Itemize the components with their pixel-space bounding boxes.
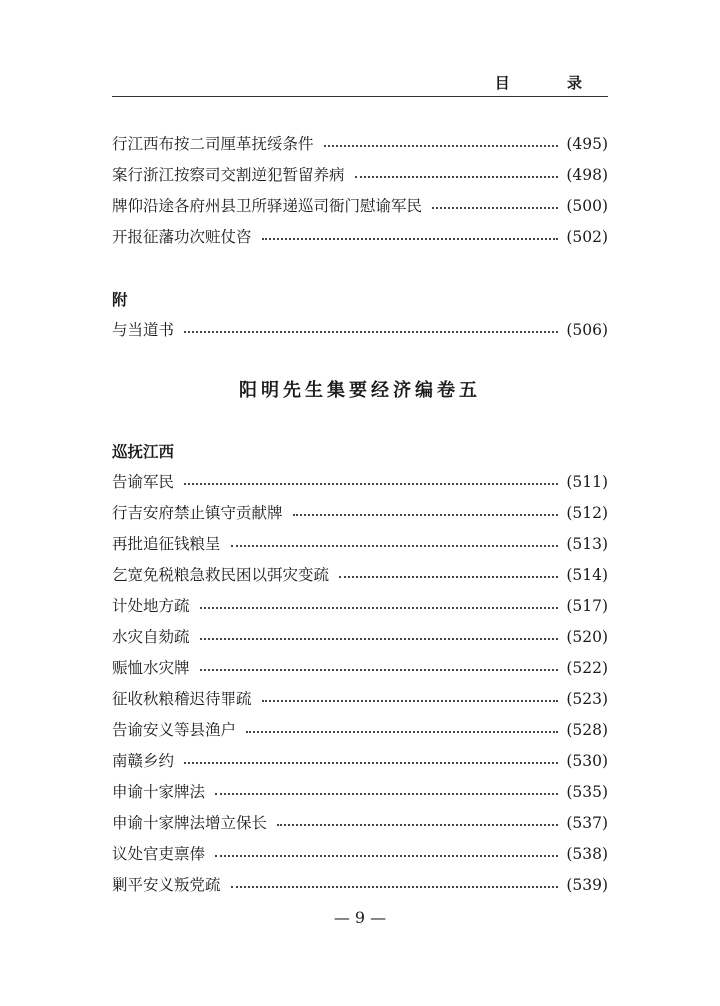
toc-entry[interactable]: [112, 625, 608, 649]
dot-leader: [184, 483, 558, 485]
toc-entry[interactable]: [112, 318, 608, 342]
toc-entry-page: (513): [566, 535, 608, 553]
dot-leader: [200, 607, 559, 609]
toc-entry[interactable]: [112, 470, 608, 494]
toc-entry-title: 计处地方疏: [112, 597, 190, 615]
toc-entry[interactable]: [112, 225, 608, 249]
toc-entry-title: 再批追征钱粮呈: [112, 535, 221, 553]
toc-entry[interactable]: [112, 811, 608, 835]
toc-entry-title: 与当道书: [112, 321, 175, 339]
toc-entry-page: (538): [566, 845, 608, 863]
dot-leader: [277, 824, 558, 826]
toc-entry[interactable]: [112, 194, 608, 218]
toc-entry-title: 开报征藩功次赃仗咨: [112, 228, 252, 246]
toc-entry-title: 案行浙江按察司交割逆犯暂留养病: [112, 166, 345, 184]
dot-leader: [246, 731, 558, 733]
toc-entry[interactable]: [112, 501, 608, 525]
dot-leader: [324, 145, 559, 147]
toc-entry-title: 剿平安义叛党疏: [112, 876, 221, 894]
toc-entry-page: (506): [566, 321, 608, 339]
dot-leader: [339, 576, 558, 578]
toc-entry-page: (520): [566, 628, 608, 646]
toc-entry[interactable]: [112, 563, 608, 587]
running-header-title: 目 录: [494, 74, 608, 92]
toc-entry-title: 行江西布按二司厘革抚绥条件: [112, 135, 314, 153]
toc-entry-title: 水灾自劾疏: [112, 628, 190, 646]
toc-entry-page: (512): [566, 504, 608, 522]
dot-leader: [262, 700, 559, 702]
toc-entry[interactable]: [112, 687, 608, 711]
toc-entry[interactable]: [112, 873, 608, 897]
toc-entry[interactable]: [112, 842, 608, 866]
toc-entry-title: 乞宽免税粮急救民困以弭灾变疏: [112, 566, 330, 584]
toc-entry-page: (522): [566, 659, 608, 677]
section-heading: 巡抚江西: [112, 442, 175, 461]
dot-leader: [231, 545, 559, 547]
toc-entry-title: 告谕安义等县渔户: [112, 721, 237, 739]
dot-leader: [200, 638, 559, 640]
toc-entry-page: (523): [566, 690, 608, 708]
toc-entry-page: (517): [566, 597, 608, 615]
dot-leader: [293, 514, 559, 516]
dot-leader: [184, 331, 558, 333]
toc-entry-title: 征收秋粮稽迟待罪疏: [112, 690, 252, 708]
dot-leader: [432, 207, 558, 209]
toc-entry-page: (530): [566, 752, 608, 770]
toc-entry-page: (514): [566, 566, 608, 584]
toc-entry-title: 南赣乡约: [112, 752, 175, 770]
toc-entry-page: (500): [566, 197, 608, 215]
toc-entry-page: (495): [566, 135, 608, 153]
toc-entry-title: 行吉安府禁止镇守贡献牌: [112, 504, 283, 522]
toc-entry-page: (511): [566, 473, 608, 491]
toc-entry-title: 牌仰沿途各府州县卫所驿递巡司衙门慰谕军民: [112, 197, 423, 215]
toc-entry[interactable]: [112, 594, 608, 618]
volume-title: 阳明先生集要经济编卷五: [239, 380, 481, 401]
toc-entry-title: 告谕军民: [112, 473, 175, 491]
dot-leader: [215, 855, 558, 857]
toc-entry-title: 申谕十家牌法: [112, 783, 206, 801]
toc-entry[interactable]: [112, 532, 608, 556]
toc-entry-title: 议处官吏禀俸: [112, 845, 206, 863]
toc-entry[interactable]: [112, 749, 608, 773]
toc-entry-title: 赈恤水灾牌: [112, 659, 190, 677]
appendix-heading: 附: [112, 290, 128, 309]
toc-entry[interactable]: [112, 718, 608, 742]
dot-leader: [355, 176, 559, 178]
dot-leader: [215, 793, 558, 795]
dot-leader: [184, 762, 558, 764]
toc-entry-page: (537): [566, 814, 608, 832]
toc-entry-page: (498): [566, 166, 608, 184]
toc-entry[interactable]: [112, 132, 608, 156]
toc-entry-page: (535): [566, 783, 608, 801]
dot-leader: [262, 238, 559, 240]
toc-entry-page: (528): [566, 721, 608, 739]
toc-entry[interactable]: [112, 163, 608, 187]
toc-entry[interactable]: [112, 780, 608, 804]
toc-entry-title: 申谕十家牌法增立保长: [112, 814, 268, 832]
dot-leader: [200, 669, 559, 671]
page-number: — 9 —: [333, 908, 387, 927]
toc-entry-page: (502): [566, 228, 608, 246]
toc-entry-page: (539): [566, 876, 608, 894]
dot-leader: [231, 886, 559, 888]
toc-entry[interactable]: [112, 656, 608, 680]
header-divider: [112, 96, 608, 97]
